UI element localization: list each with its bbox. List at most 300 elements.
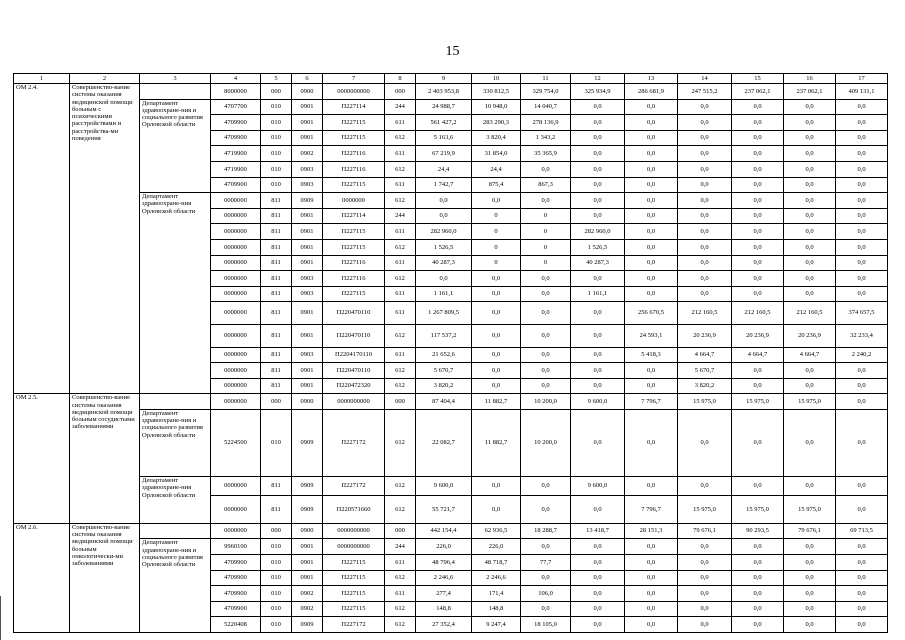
cell-col-13: 0,0 (625, 554, 678, 570)
cell-col-15: 0,0 (732, 239, 784, 255)
cell-col-15: 0,0 (732, 99, 784, 115)
cell-col-17: 0,0 (836, 394, 888, 410)
cell-col-10: 0,0 (472, 193, 521, 209)
cell-col-17: 0,0 (836, 378, 888, 394)
cell-col-15: 4 664,7 (732, 347, 784, 363)
cell-col-10: 0,0 (472, 271, 521, 287)
cell-col-6: 0902 (292, 601, 323, 617)
cell-col-8: 611 (385, 177, 416, 193)
cell-col-15: 0,0 (732, 146, 784, 162)
cell-col-14: 0,0 (678, 239, 732, 255)
cell-col-11: 0,0 (521, 161, 571, 177)
cell-col-10: 31 854,0 (472, 146, 521, 162)
cell-col-14: 0,0 (678, 286, 732, 302)
cell-col-9: 282 960,0 (416, 224, 472, 240)
cell-col-17: 2 240,2 (836, 347, 888, 363)
cell-col-4: 0000000 (211, 496, 261, 524)
measure-code: ОМ 2.6. (14, 523, 70, 632)
cell-col-11: 10 200,0 (521, 409, 571, 476)
cell-col-11: 1 343,2 (521, 130, 571, 146)
cell-col-15: 0,0 (732, 286, 784, 302)
cell-col-4: 0000000 (211, 224, 261, 240)
cell-col-4: 4719900 (211, 146, 261, 162)
cell-col-10: 0 (472, 255, 521, 271)
cell-col-8: 612 (385, 496, 416, 524)
cell-col-6: 0901 (292, 130, 323, 146)
cell-col-11: 329 754,0 (521, 84, 571, 100)
cell-col-9: 24 988,7 (416, 99, 472, 115)
cell-col-10: 226,0 (472, 539, 521, 555)
cell-col-6: 0901 (292, 378, 323, 394)
cell-col-10: 171,4 (472, 586, 521, 602)
cell-col-17: 0,0 (836, 554, 888, 570)
cell-col-13: 0,0 (625, 161, 678, 177)
cell-col-11: 0 (521, 239, 571, 255)
cell-col-14: 0,0 (678, 255, 732, 271)
cell-col-12: 0,0 (571, 193, 625, 209)
cell-col-4: 5220408 (211, 617, 261, 633)
cell-col-7: 0000000000 (323, 539, 385, 555)
cell-col-12: 9 600,0 (571, 394, 625, 410)
cell-col-7: П227116 (323, 146, 385, 162)
cell-col-9: 5 670,7 (416, 363, 472, 379)
cell-col-16: 0,0 (784, 161, 836, 177)
column-number-5: 5 (261, 74, 292, 84)
cell-col-17: 0,0 (836, 115, 888, 131)
cell-col-12: 325 934,9 (571, 84, 625, 100)
cell-col-16: 0,0 (784, 115, 836, 131)
column-number-17: 17 (836, 74, 888, 84)
cell-col-12: 40 287,3 (571, 255, 625, 271)
cell-col-14: 0,0 (678, 554, 732, 570)
table-row (14, 394, 888, 410)
cell-col-15: 0,0 (732, 161, 784, 177)
cell-col-11: 0,0 (521, 570, 571, 586)
cell-col-9: 2 246,6 (416, 570, 472, 586)
cell-col-5: 811 (261, 496, 292, 524)
cell-col-9: 21 652,6 (416, 347, 472, 363)
cell-col-10: 0,0 (472, 347, 521, 363)
cell-col-4: 4709900 (211, 115, 261, 131)
cell-col-10: 24,4 (472, 161, 521, 177)
cell-col-8: 612 (385, 324, 416, 347)
cell-col-17: 0,0 (836, 570, 888, 586)
cell-col-12: 282 960,0 (571, 224, 625, 240)
cell-col-10: 0,0 (472, 302, 521, 325)
cell-col-11: 106,0 (521, 586, 571, 602)
cell-col-9: 1 526,5 (416, 239, 472, 255)
cell-col-17: 0,0 (836, 286, 888, 302)
cell-col-8: 612 (385, 477, 416, 496)
executor: Департамент здравоохране-ния Орловской области (140, 477, 211, 524)
cell-col-15: 0,0 (732, 130, 784, 146)
cell-col-14: 15 975,0 (678, 496, 732, 524)
cell-col-6: 0901 (292, 570, 323, 586)
cell-col-10: 62 936,5 (472, 523, 521, 539)
cell-col-17: 32 233,4 (836, 324, 888, 347)
cell-col-13: 0,0 (625, 363, 678, 379)
cell-col-9: 2 403 953,8 (416, 84, 472, 100)
executor: Департамент здравоохране-ния Орловской области (140, 193, 211, 394)
cell-col-16: 0,0 (784, 208, 836, 224)
cell-col-16: 0,0 (784, 570, 836, 586)
cell-col-15: 0,0 (732, 586, 784, 602)
cell-col-15: 212 160,5 (732, 302, 784, 325)
cell-col-14: 0,0 (678, 586, 732, 602)
cell-col-5: 811 (261, 208, 292, 224)
cell-col-15: 0,0 (732, 177, 784, 193)
cell-col-7: П227172 (323, 617, 385, 633)
cell-col-7: П227115 (323, 115, 385, 131)
cell-col-15: 0,0 (732, 378, 784, 394)
cell-col-11: 0,0 (521, 193, 571, 209)
cell-col-8: 000 (385, 523, 416, 539)
cell-col-15: 0,0 (732, 363, 784, 379)
cell-col-16: 15 975,0 (784, 496, 836, 524)
cell-col-15: 0,0 (732, 570, 784, 586)
cell-col-12: 1 161,1 (571, 286, 625, 302)
cell-col-6: 0901 (292, 115, 323, 131)
cell-col-5: 811 (261, 347, 292, 363)
cell-col-5: 010 (261, 586, 292, 602)
cell-col-10: 0,0 (472, 496, 521, 524)
cell-col-13: 0,0 (625, 617, 678, 633)
cell-col-6: 0900 (292, 523, 323, 539)
cell-col-9: 0,0 (416, 193, 472, 209)
cell-col-7: П220571660 (323, 496, 385, 524)
measure-code: ОМ 2.5. (14, 394, 70, 523)
executor-cell-empty (140, 523, 211, 539)
cell-col-16: 0,0 (784, 601, 836, 617)
cell-col-10: 875,4 (472, 177, 521, 193)
cell-col-13: 0,0 (625, 224, 678, 240)
cell-col-12: 0,0 (571, 146, 625, 162)
cell-col-14: 0,0 (678, 224, 732, 240)
cell-col-7: П2204170110 (323, 347, 385, 363)
cell-col-12: 13 418,7 (571, 523, 625, 539)
cell-col-8: 611 (385, 255, 416, 271)
cell-col-13: 0,0 (625, 255, 678, 271)
cell-col-6: 0901 (292, 208, 323, 224)
table-row (14, 193, 888, 209)
cell-col-16: 0,0 (784, 99, 836, 115)
cell-col-6: 0901 (292, 363, 323, 379)
cell-col-4: 0000000 (211, 324, 261, 347)
cell-col-6: 0903 (292, 161, 323, 177)
cell-col-5: 010 (261, 617, 292, 633)
cell-col-15: 15 975,0 (732, 394, 784, 410)
cell-col-12: 0,0 (571, 601, 625, 617)
cell-col-12: 0,0 (571, 208, 625, 224)
cell-col-7: П220470110 (323, 302, 385, 325)
cell-col-7: П220470110 (323, 324, 385, 347)
cell-col-5: 811 (261, 271, 292, 287)
cell-col-14: 0,0 (678, 539, 732, 555)
cell-col-5: 000 (261, 523, 292, 539)
cell-col-16: 0,0 (784, 193, 836, 209)
cell-col-5: 000 (261, 84, 292, 100)
cell-col-13: 7 796,7 (625, 394, 678, 410)
cell-col-5: 010 (261, 161, 292, 177)
cell-col-13: 28 151,3 (625, 523, 678, 539)
cell-col-5: 010 (261, 409, 292, 476)
cell-col-16: 212 160,5 (784, 302, 836, 325)
cell-col-8: 611 (385, 586, 416, 602)
cell-col-4: 0000000 (211, 347, 261, 363)
cell-col-14: 0,0 (678, 409, 732, 476)
cell-col-4: 4719900 (211, 161, 261, 177)
cell-col-14: 0,0 (678, 570, 732, 586)
cell-col-9: 0,0 (416, 271, 472, 287)
table-row (14, 539, 888, 555)
column-number-8: 8 (385, 74, 416, 84)
cell-col-5: 010 (261, 570, 292, 586)
cell-col-8: 000 (385, 394, 416, 410)
cell-col-8: 612 (385, 271, 416, 287)
cell-col-7: П227116 (323, 161, 385, 177)
cell-col-7: П227115 (323, 570, 385, 586)
cell-col-6: 0901 (292, 539, 323, 555)
cell-col-11: 35 365,9 (521, 146, 571, 162)
cell-col-4: 0000000 (211, 208, 261, 224)
cell-col-10: 0,0 (472, 378, 521, 394)
cell-col-9: 442 154,4 (416, 523, 472, 539)
cell-col-13: 0,0 (625, 409, 678, 476)
cell-col-13: 0,0 (625, 177, 678, 193)
column-number-2: 2 (70, 74, 140, 84)
cell-col-17: 0,0 (836, 271, 888, 287)
cell-col-11: 0 (521, 224, 571, 240)
cell-col-7: П227115 (323, 177, 385, 193)
cell-col-7: П220470110 (323, 363, 385, 379)
cell-col-4: 4709900 (211, 177, 261, 193)
cell-col-10: 0,0 (472, 324, 521, 347)
cell-col-5: 811 (261, 224, 292, 240)
cell-col-11: 278 136,9 (521, 115, 571, 131)
cell-col-9: 9 600,0 (416, 477, 472, 496)
cell-col-13: 0,0 (625, 271, 678, 287)
cell-col-12: 0,0 (571, 271, 625, 287)
cell-col-9: 5 163,6 (416, 130, 472, 146)
cell-col-5: 811 (261, 477, 292, 496)
cell-col-10: 0,0 (472, 363, 521, 379)
cell-col-8: 611 (385, 115, 416, 131)
cell-col-8: 612 (385, 161, 416, 177)
cell-col-7: 0000000 (323, 193, 385, 209)
cell-col-11: 18 288,7 (521, 523, 571, 539)
measure-name: Совершенство-вание системы оказания медицинской помощи больным онкологически-ми заболеваниями (70, 523, 140, 632)
cell-col-6: 0903 (292, 271, 323, 287)
cell-col-14: 0,0 (678, 99, 732, 115)
cell-col-11: 867,3 (521, 177, 571, 193)
cell-col-9: 67 219,9 (416, 146, 472, 162)
cell-col-9: 226,0 (416, 539, 472, 555)
cell-col-17: 0,0 (836, 146, 888, 162)
cell-col-9: 27 352,4 (416, 617, 472, 633)
cell-col-16: 0,0 (784, 586, 836, 602)
cell-col-13: 0,0 (625, 570, 678, 586)
cell-col-11: 0,0 (521, 302, 571, 325)
cell-col-10: 0,0 (472, 286, 521, 302)
column-number-4: 4 (211, 74, 261, 84)
cell-col-14: 0,0 (678, 130, 732, 146)
cell-col-15: 237 062,1 (732, 84, 784, 100)
cell-col-8: 612 (385, 601, 416, 617)
cell-col-17: 0,0 (836, 99, 888, 115)
cell-col-17: 0,0 (836, 239, 888, 255)
measure-name: Совершенство-вание системы оказания медицинской помощи больным с психическими расстройствами и расстройства-ми поведения (70, 84, 140, 394)
column-number-6: 6 (292, 74, 323, 84)
cell-col-7: П227115 (323, 554, 385, 570)
cell-col-15: 0,0 (732, 617, 784, 633)
cell-col-6: 0909 (292, 193, 323, 209)
cell-col-14: 0,0 (678, 477, 732, 496)
cell-col-16: 0,0 (784, 177, 836, 193)
cell-col-17: 0,0 (836, 409, 888, 476)
table-row (14, 99, 888, 115)
cell-col-4: 0000000 (211, 255, 261, 271)
cell-col-5: 811 (261, 239, 292, 255)
cell-col-11: 0 (521, 255, 571, 271)
cell-col-15: 0,0 (732, 224, 784, 240)
cell-col-13: 0,0 (625, 378, 678, 394)
cell-col-15: 0,0 (732, 601, 784, 617)
cell-col-13: 0,0 (625, 239, 678, 255)
cell-col-9: 1 742,7 (416, 177, 472, 193)
cell-col-6: 0901 (292, 255, 323, 271)
cell-col-4: 0000000 (211, 378, 261, 394)
cell-col-14: 20 236,9 (678, 324, 732, 347)
cell-col-15: 0,0 (732, 208, 784, 224)
cell-col-7: П227115 (323, 286, 385, 302)
cell-col-10: 283 290,3 (472, 115, 521, 131)
cell-col-17: 0,0 (836, 161, 888, 177)
cell-col-4: 4709900 (211, 554, 261, 570)
cell-col-8: 612 (385, 363, 416, 379)
cell-col-13: 0,0 (625, 115, 678, 131)
executor: Департамент здравоохране-ния и социального развития Орловской области (140, 99, 211, 193)
cell-col-7: 0000000000 (323, 394, 385, 410)
cell-col-12: 0,0 (571, 554, 625, 570)
cell-col-6: 0901 (292, 224, 323, 240)
cell-col-15: 0,0 (732, 477, 784, 496)
cell-col-6: 0901 (292, 239, 323, 255)
cell-col-7: П227116 (323, 271, 385, 287)
cell-col-16: 0,0 (784, 554, 836, 570)
cell-col-8: 244 (385, 208, 416, 224)
cell-col-8: 612 (385, 239, 416, 255)
cell-col-14: 0,0 (678, 161, 732, 177)
cell-col-9: 48 796,4 (416, 554, 472, 570)
cell-col-15: 0,0 (732, 115, 784, 131)
cell-col-12: 0,0 (571, 99, 625, 115)
cell-col-11: 0,0 (521, 378, 571, 394)
cell-col-15: 0,0 (732, 554, 784, 570)
cell-col-9: 22 082,7 (416, 409, 472, 476)
cell-col-17: 0,0 (836, 177, 888, 193)
executor-cell-empty (140, 84, 211, 100)
cell-col-14: 0,0 (678, 208, 732, 224)
cell-col-13: 0,0 (625, 286, 678, 302)
cell-col-16: 0,0 (784, 477, 836, 496)
cell-col-14: 0,0 (678, 193, 732, 209)
cell-col-8: 612 (385, 378, 416, 394)
cell-col-12: 0,0 (571, 363, 625, 379)
cell-col-6: 0909 (292, 496, 323, 524)
cell-col-11: 77,7 (521, 554, 571, 570)
cell-col-8: 611 (385, 302, 416, 325)
budget-table (13, 73, 888, 633)
cell-col-11: 0,0 (521, 286, 571, 302)
cell-col-4: 4709900 (211, 570, 261, 586)
cell-col-17: 0,0 (836, 208, 888, 224)
cell-col-12: 9 600,0 (571, 477, 625, 496)
cell-col-14: 5 670,7 (678, 363, 732, 379)
cell-col-12: 0,0 (571, 324, 625, 347)
cell-col-5: 010 (261, 146, 292, 162)
cell-col-8: 611 (385, 347, 416, 363)
cell-col-4: 0000000 (211, 239, 261, 255)
cell-col-7: П220472320 (323, 378, 385, 394)
cell-col-11: 0,0 (521, 477, 571, 496)
cell-col-9: 87 404,4 (416, 394, 472, 410)
cell-col-5: 000 (261, 394, 292, 410)
cell-col-16: 0,0 (784, 271, 836, 287)
cell-col-13: 0,0 (625, 130, 678, 146)
cell-col-8: 611 (385, 224, 416, 240)
cell-col-11: 0,0 (521, 601, 571, 617)
cell-col-4: 4709900 (211, 130, 261, 146)
cell-col-12: 0,0 (571, 378, 625, 394)
cell-col-13: 0,0 (625, 99, 678, 115)
cell-col-5: 811 (261, 324, 292, 347)
cell-col-13: 256 670,5 (625, 302, 678, 325)
cell-col-14: 212 160,5 (678, 302, 732, 325)
cell-col-17: 409 131,1 (836, 84, 888, 100)
table-row (14, 409, 888, 476)
cell-col-10: 0 (472, 208, 521, 224)
cell-col-10: 11 882,7 (472, 409, 521, 476)
cell-col-17: 0,0 (836, 130, 888, 146)
cell-col-7: П227115 (323, 601, 385, 617)
executor: Департамент здравоохране-ния и социального развития Орловской области (140, 409, 211, 476)
cell-col-6: 0901 (292, 99, 323, 115)
header-row (14, 74, 888, 84)
cell-col-6: 0901 (292, 554, 323, 570)
cell-col-11: 0,0 (521, 363, 571, 379)
cell-col-7: П227114 (323, 208, 385, 224)
cell-col-4: 8000000 (211, 84, 261, 100)
cell-col-10: 148,8 (472, 601, 521, 617)
cell-col-13: 0,0 (625, 208, 678, 224)
cell-col-14: 4 664,7 (678, 347, 732, 363)
cell-col-8: 244 (385, 99, 416, 115)
cell-col-17: 0,0 (836, 586, 888, 602)
cell-col-11: 18 105,0 (521, 617, 571, 633)
cell-col-9: 0,0 (416, 208, 472, 224)
cell-col-13: 5 418,3 (625, 347, 678, 363)
cell-col-12: 0,0 (571, 161, 625, 177)
cell-col-4: 0000000 (211, 477, 261, 496)
cell-col-10: 2 246,6 (472, 570, 521, 586)
cell-col-12: 0,0 (571, 130, 625, 146)
cell-col-9: 40 287,3 (416, 255, 472, 271)
cell-col-4: 0000000 (211, 193, 261, 209)
cell-col-4: 0000000 (211, 523, 261, 539)
cell-col-9: 561 427,2 (416, 115, 472, 131)
cell-col-10: 10 948,0 (472, 99, 521, 115)
cell-col-7: П227115 (323, 239, 385, 255)
